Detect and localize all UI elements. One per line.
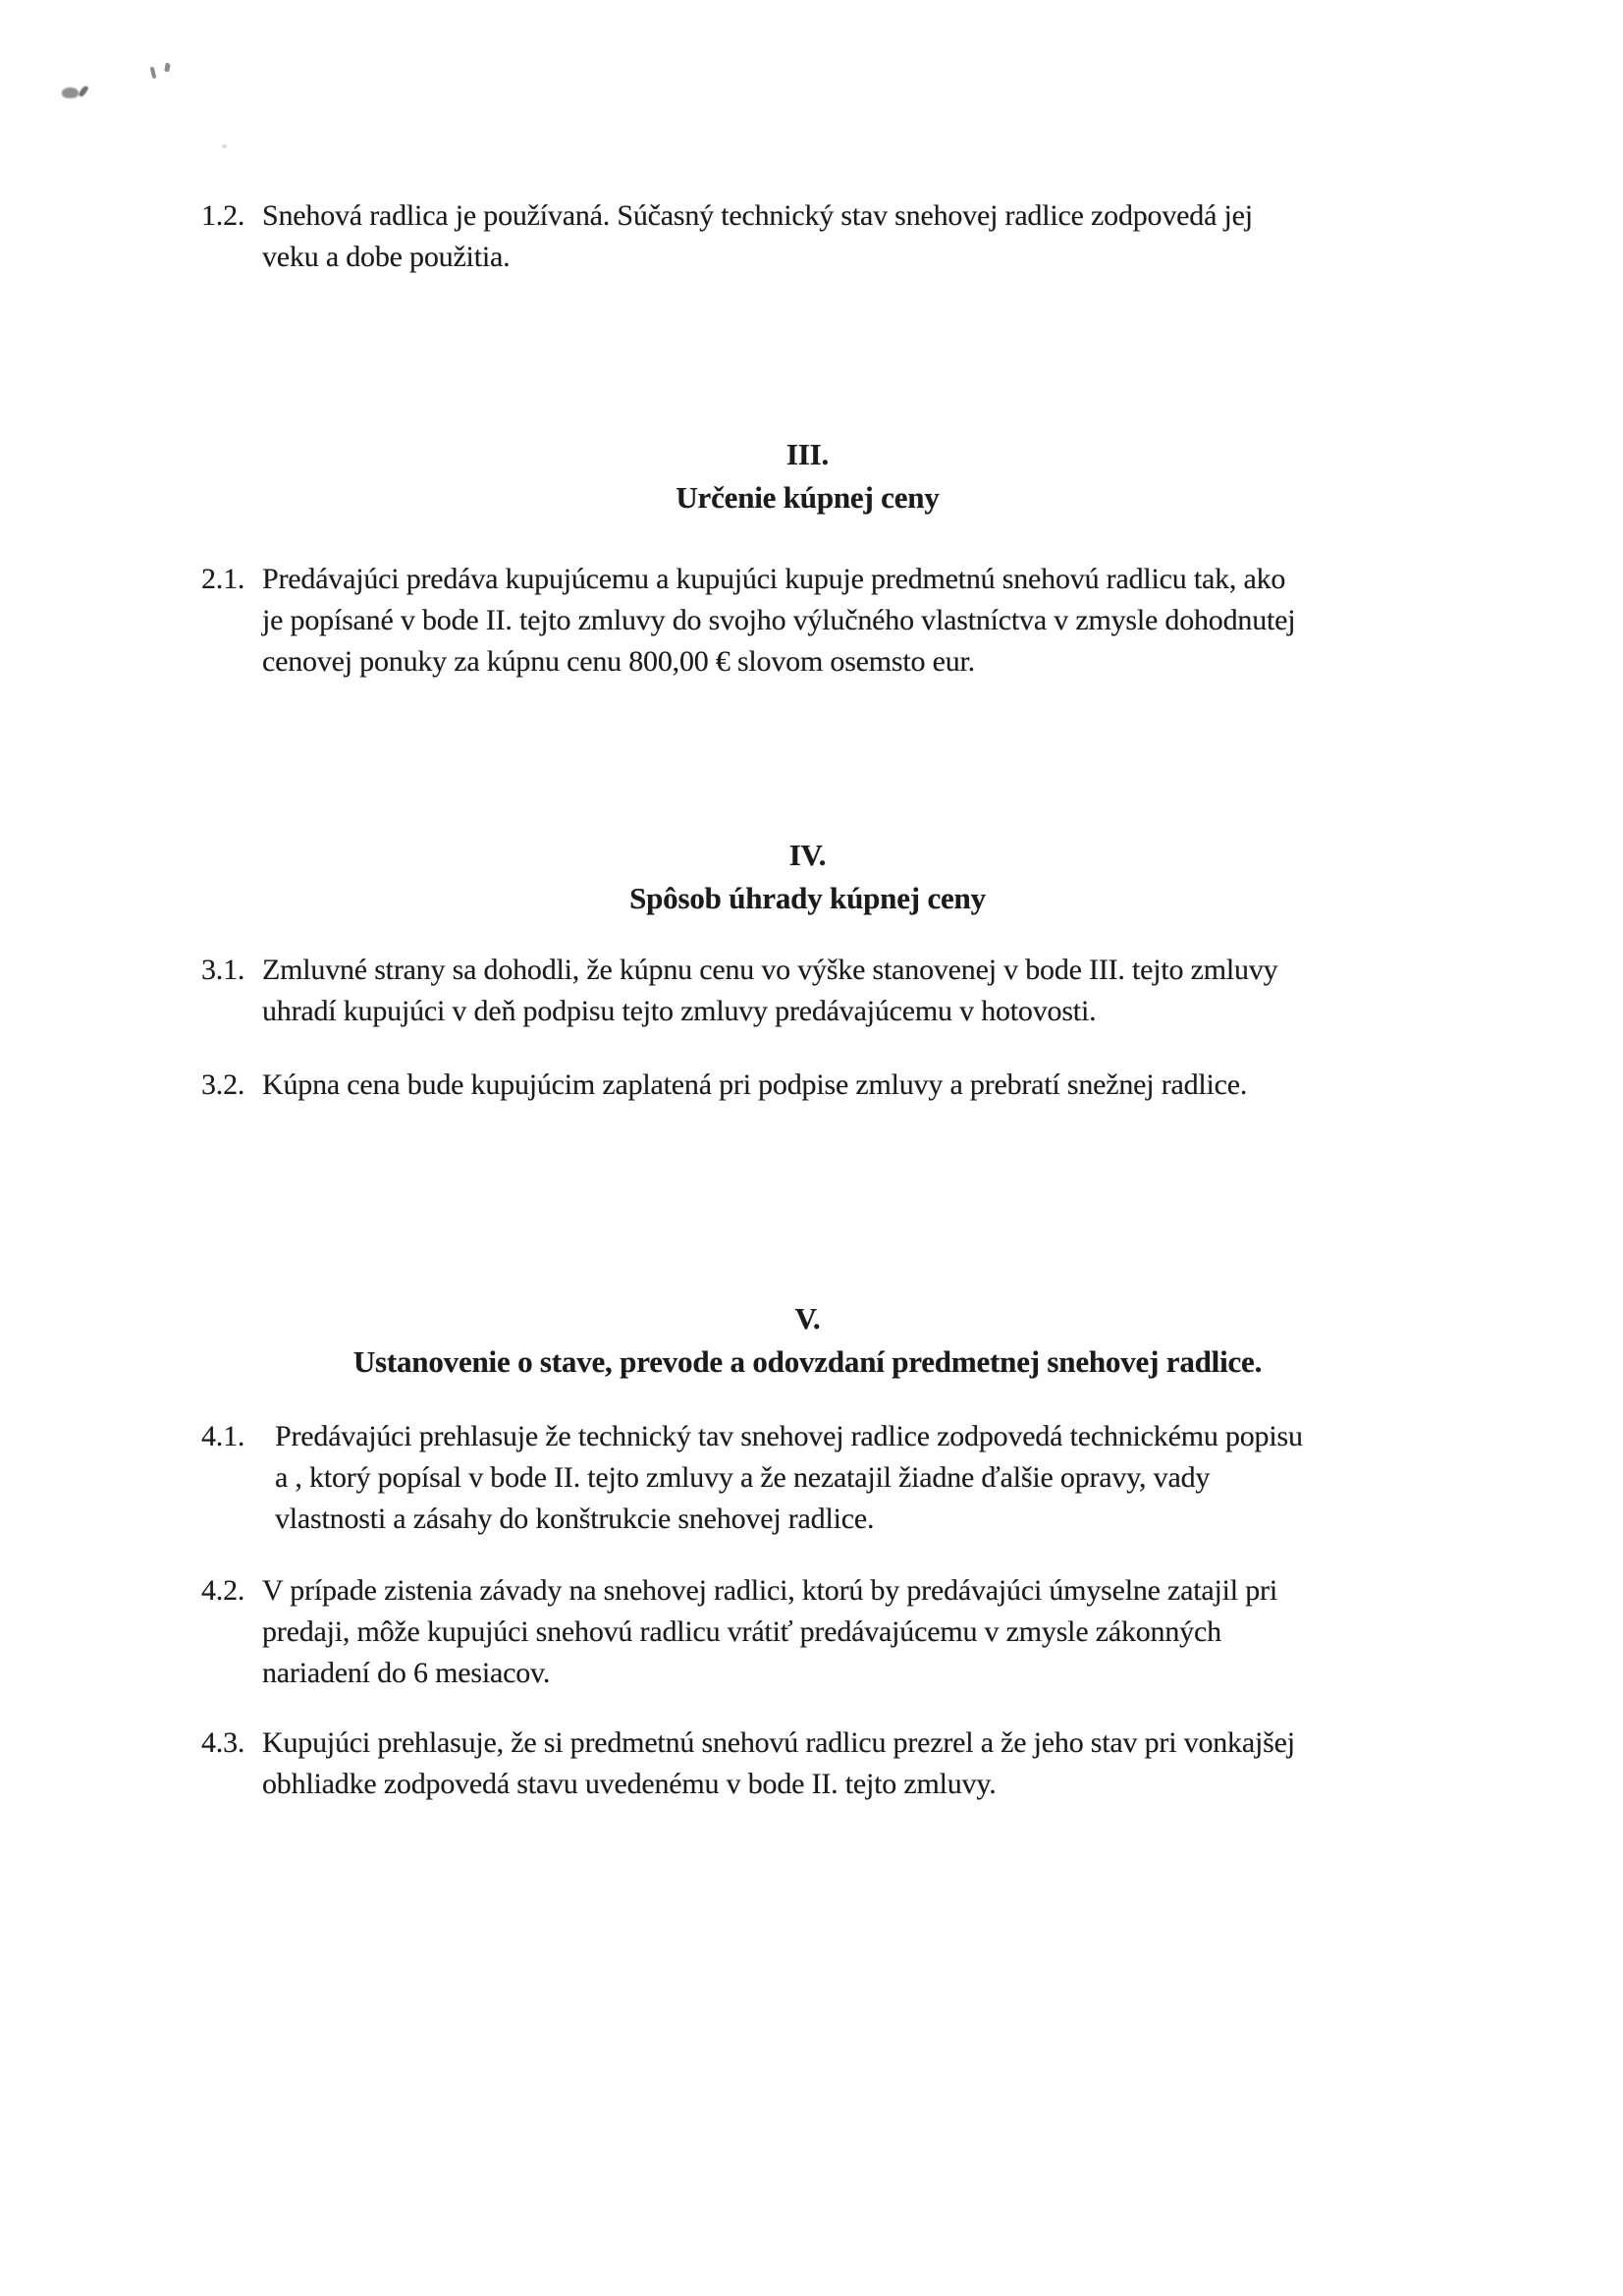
clause-number: 4.2. <box>201 1574 245 1607</box>
clause-body <box>262 1065 1247 1106</box>
section-heading-iii <box>0 433 1615 519</box>
clause-body <box>275 1416 1303 1540</box>
clause-text-line: je popísané v bode II. tejto zmluvy do svojho výlučného vlastníctva v zmysle dohodnutej <box>262 604 1296 636</box>
clause-number: 3.1. <box>201 954 245 986</box>
clause-text-line: cenovej ponuky za kúpnu cenu 800,00 € slovom osemsto eur. <box>262 645 975 678</box>
clause-number: 2.1. <box>201 563 245 595</box>
clause-4-2 <box>201 1570 1277 1694</box>
scan-speck-icon <box>164 63 170 73</box>
clause-text-line: nariadení do 6 mesiacov. <box>262 1657 551 1689</box>
section-number: V. <box>794 1301 821 1336</box>
clause-2-1 <box>201 559 1295 683</box>
clause-text-line: Predávajúci predáva kupujúcemu a kupujúci kupuje predmetnú snehovú radlicu tak, ako <box>262 563 1286 595</box>
scan-speck-icon <box>222 144 227 148</box>
clause-text-line: Snehová radlica je používaná. Súčasný technický stav snehovej radlice zodpovedá jej <box>262 199 1253 232</box>
clause-text-line: veku a dobe použitia. <box>262 241 511 273</box>
clause-3-2 <box>201 1065 1247 1106</box>
clause-body <box>262 1570 1277 1694</box>
clause-text-line: Predávajúci prehlasuje že technický tav snehovej radlice zodpovedá technickému popisu <box>275 1420 1303 1452</box>
clause-body <box>262 1722 1295 1805</box>
clause-number: 1.2. <box>201 199 245 232</box>
clause-text-line: Kupujúci prehlasuje, že si predmetnú snehovú radlicu prezrel a že jeho stav pri vonkajšej <box>262 1726 1295 1759</box>
section-heading-v <box>0 1297 1615 1384</box>
section-number: III. <box>785 437 830 471</box>
scan-speck-icon <box>150 67 157 80</box>
clause-text-line: uhradí kupujúci v deň podpisu tejto zmluvy predávajúcemu v hotovosti. <box>262 995 1097 1027</box>
clause-body <box>262 950 1277 1032</box>
clause-1-2 <box>201 195 1253 278</box>
section-number: IV. <box>788 838 827 872</box>
scan-smudge-tail <box>79 84 89 97</box>
clause-text-line: predaji, môže kupujúci snehovú radlicu vrátiť predávajúcemu v zmysle zákonných <box>262 1615 1221 1648</box>
clause-text-line: vlastnosti a zásahy do konštrukcie snehovej radlice. <box>275 1503 875 1535</box>
clause-body <box>262 195 1253 278</box>
section-title: Ustanovenie o stave, prevode a odovzdaní predmetnej snehovej radlice. <box>352 1344 1263 1379</box>
scan-smudge-blob <box>62 87 79 98</box>
clause-text-line: obhliadke zodpovedá stavu uvedenému v bode II. tejto zmluvy. <box>262 1768 997 1800</box>
clause-4-1 <box>201 1416 1303 1540</box>
clause-number: 3.2. <box>201 1068 245 1101</box>
clause-number: 4.1. <box>201 1420 245 1452</box>
section-title: Spôsob úhrady kúpnej ceny <box>629 881 986 915</box>
clause-number: 4.3. <box>201 1726 245 1759</box>
clause-text-line: Kúpna cena bude kupujúcim zaplatená pri podpise zmluvy a prebratí snežnej radlice. <box>262 1068 1248 1101</box>
clause-4-3 <box>201 1722 1295 1805</box>
clause-body <box>262 559 1295 683</box>
clause-text-line: V prípade zistenia závady na snehovej radlici, ktorú by predávajúci úmyselne zatajil pri <box>262 1574 1277 1607</box>
section-heading-iv <box>0 834 1615 920</box>
section-title: Určenie kúpnej ceny <box>676 480 940 515</box>
clause-text-line: a , ktorý popísal v bode II. tejto zmluvy a že nezatajil žiadne ďalšie opravy, vady <box>275 1461 1211 1494</box>
clause-text-line: Zmluvné strany sa dohodli, že kúpnu cenu vo výške stanovenej v bode III. tejto zmluvy <box>262 954 1278 986</box>
clause-3-1 <box>201 950 1277 1032</box>
